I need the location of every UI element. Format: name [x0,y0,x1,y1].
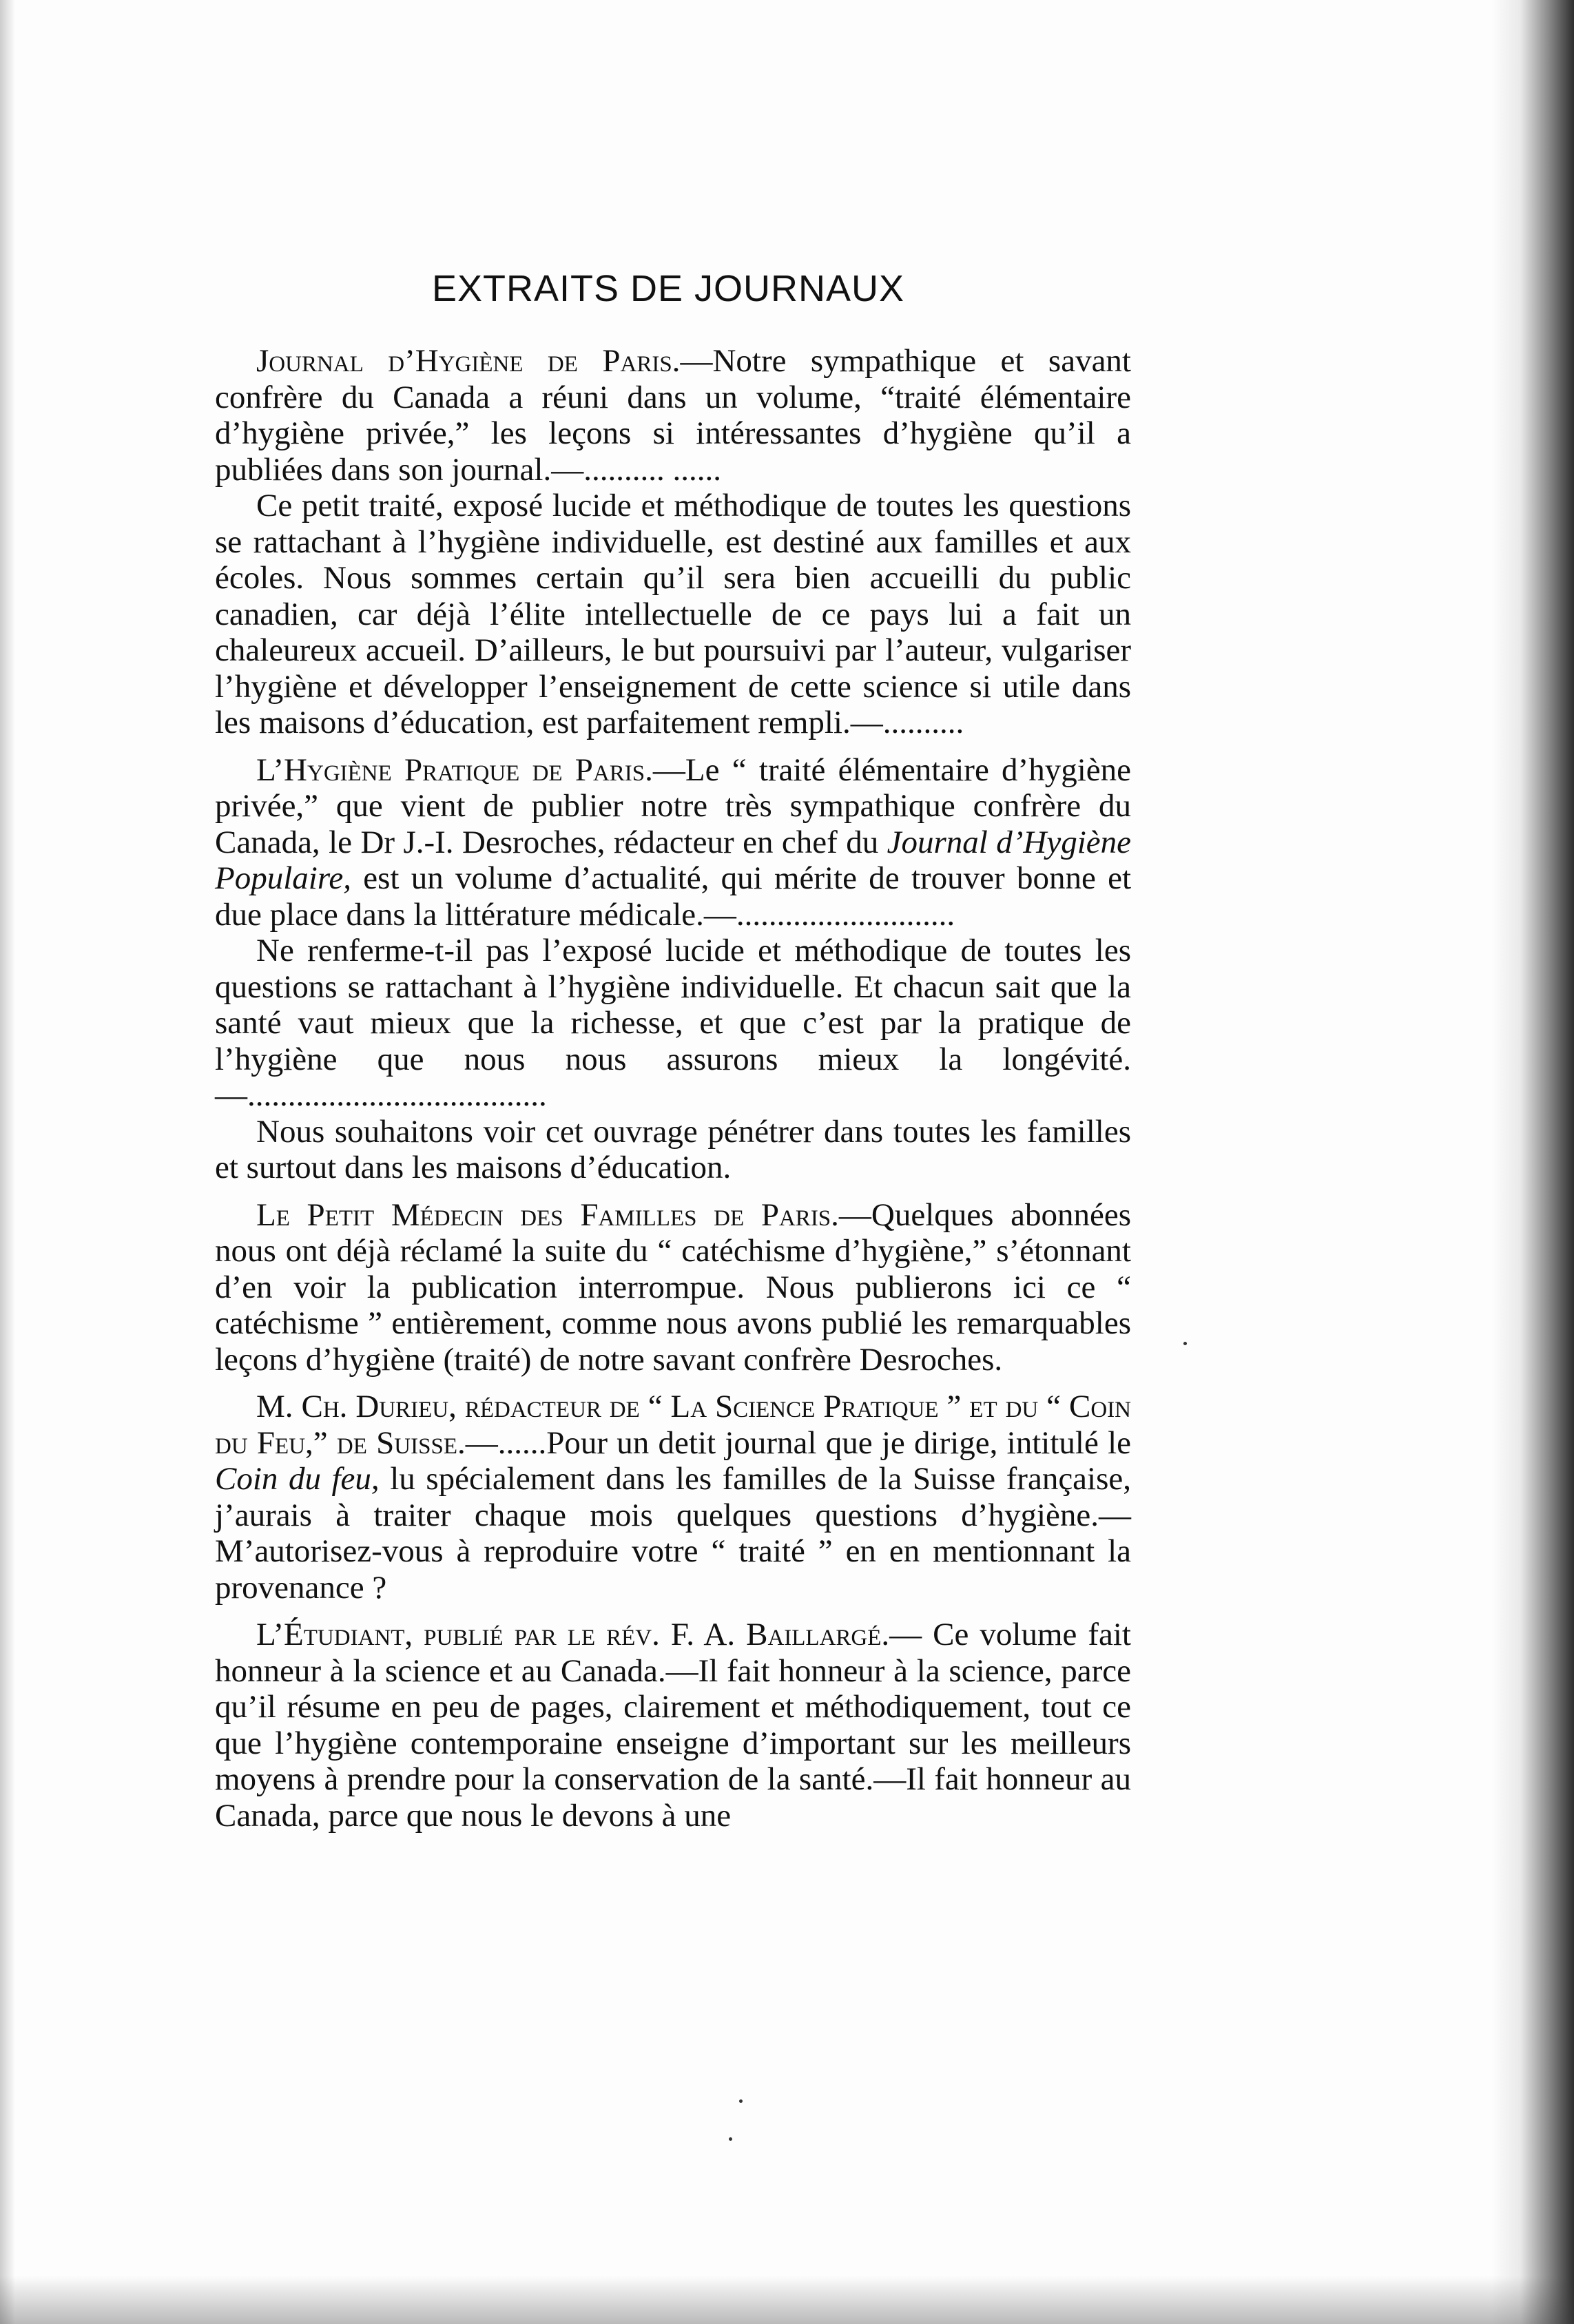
paragraph-text: —......Pour un detit journal que je dirige, intitulé le [465,1424,1132,1461]
page-shadow-bottom [0,2276,1574,2324]
source-name: Journal d’Hygiène de Paris. [256,343,681,379]
paragraph-text: —Notre sympathique et savant confrère du Canada a réuni dans un volume, “traité élémentaire d’hygiène privée,” les leçons si intéressantes d’hygiène qu’il a publiées dans son journal.—.......... ...... [215,343,1131,488]
paragraph-text: Ne renferme-t-il pas l’exposé lucide et méthodique de toutes les questions se rattachant à l’hygiène individuelle. Et chacun sait que la santé vaut mieux que la richesse, et que c’est par la pratique de l’hygiène que nous nous assurons mieux la longévité.—..................................... [215,933,1131,1113]
journal-title-italic: Journal d’Hygiène Populaire, [215,824,1131,896]
paragraph-renferme [215,933,1131,1114]
page-binding-shadow [1491,0,1574,2324]
paragraph-text: Ce petit traité, exposé lucide et méthodique de toutes les questions se rattachant à l’hygiène individuelle, est destiné aux familles et aux écoles. Nous sommes certain qu’il sera bien accueilli du public canadien, car déjà l’élite intellectuelle de ce pays lui a fait un chaleureux accueil. D’ailleurs, le but poursuivi par l’auteur, vulgariser l’hygiène et développer l’enseignement de cette science si utile dans les maisons d’éducation, est parfaitement rempli.—.......... [215,488,1131,740]
ink-speck [739,2099,743,2103]
source-name: M. Ch. Durieu, rédacteur de “ La Science Pratique ” et du “ Coin du Feu,” de Suisse. [215,1389,1131,1461]
paragraph-etudiant [215,1617,1131,1834]
paragraph-journal-hygiene [215,343,1131,488]
page-title: EXTRAITS DE JOURNAUX [431,268,905,309]
ink-speck [1183,1342,1187,1345]
journal-title-italic: Coin du feu, [215,1461,380,1497]
paragraph-text: — Ce volume fait honneur à la science et au Canada.—Il fait honneur à la science, parce qu’il résume en peu de pages, clairement et méthodiquement, tout ce que l’hygiène contemporaine enseigne d’important sur les meilleurs moyens à prendre pour la conservation de la santé.—Il fait honneur au Canada, parce que nous le devons à une [215,1617,1131,1834]
paragraph-text: est un volume d’actualité, qui mérite de trouver bonne et due place dans la littérature médicale.—........................... [215,860,1131,933]
paragraph-text: —Le “ traité élémentaire d’hygiène privée,” que vient de publier notre très sympathique confrère du Canada, le Dr J.-I. Desroches, rédacteur en chef du [215,751,1131,860]
page-shadow-left [0,0,15,2324]
source-name: L’Hygiène Pratique de Paris. [256,751,653,788]
paragraph-petit-medecin [215,1197,1131,1378]
paragraph-durieu [215,1389,1131,1606]
ink-speck [729,2137,732,2141]
paragraph-petit-traite [215,488,1131,741]
source-name: L’Étudiant, publié par le rév. F. A. Baillargé. [256,1617,890,1652]
body-text [215,343,1131,1834]
paragraph-text: lu spécialement dans les familles de la Suisse française, j’aurais à traiter chaque mois quelques questions d’hygiène.— M’autorisez-vous à reproduire votre “ traité ” en en mentionnant la provenance ? [215,1461,1131,1606]
paragraph-souhaitons [215,1114,1131,1186]
paragraph-hygiene-pratique [215,752,1131,933]
paragraph-text: —Quelques abonnées nous ont déjà réclamé la suite du “ catéchisme d’hygiène,” s’étonnant d’en voir la publication interrompue. Nous publierons ici ce “ catéchisme ” entièrement, comme nous avons publié les remarquables leçons d’hygiène (traité) de notre savant confrère Desroches. [215,1196,1131,1378]
source-name: Le Petit Médecin des Familles de Paris. [256,1196,839,1233]
paragraph-text: Nous souhaitons voir cet ouvrage pénétrer dans toutes les familles et surtout dans les maisons d’éducation. [215,1113,1131,1185]
